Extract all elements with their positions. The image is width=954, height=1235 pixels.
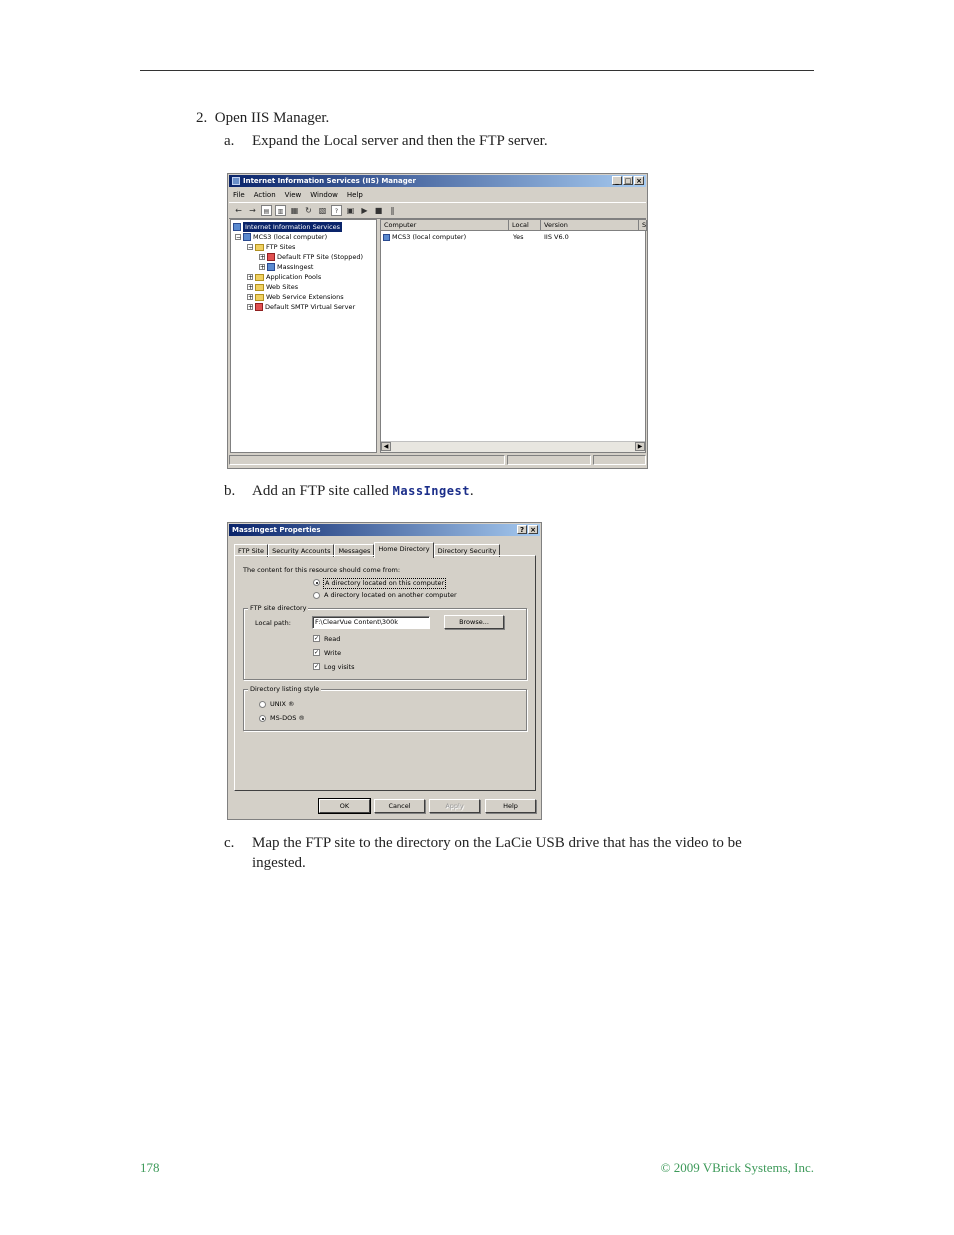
close-icon[interactable]: × bbox=[528, 525, 538, 534]
ftp-site-directory-group bbox=[243, 604, 527, 680]
pause-icon[interactable]: ‖ bbox=[390, 206, 395, 215]
tree-label: MCS3 (local computer) bbox=[253, 233, 328, 241]
home-directory-panel bbox=[234, 555, 536, 791]
iis-toolbar bbox=[229, 202, 646, 219]
forward-arrow-icon[interactable]: → bbox=[249, 206, 256, 215]
tree-label: Default SMTP Virtual Server bbox=[265, 303, 356, 311]
radio-unix[interactable] bbox=[259, 701, 266, 708]
up-level-icon[interactable]: ▤ bbox=[261, 205, 272, 216]
close-icon[interactable]: × bbox=[634, 176, 644, 185]
maximize-icon[interactable]: □ bbox=[624, 177, 632, 185]
tree-label: MassIngest bbox=[277, 263, 314, 271]
step-b-text bbox=[252, 481, 474, 501]
expand-icon[interactable]: + bbox=[260, 254, 266, 261]
ftp-site-directory-title: FTP site directory bbox=[250, 604, 307, 612]
menu-file[interactable]: File bbox=[233, 190, 245, 199]
tree-item-web-service-extensions[interactable] bbox=[247, 292, 344, 302]
cell-computer: MCS3 (local computer) bbox=[392, 233, 467, 241]
step-a-marker: a. bbox=[224, 133, 235, 149]
tab-security-accounts[interactable]: Security Accounts bbox=[268, 544, 334, 557]
tree-item-massingest[interactable] bbox=[259, 262, 313, 272]
folder-icon bbox=[255, 294, 264, 301]
radio-this-computer[interactable] bbox=[313, 579, 320, 586]
radio-msdos[interactable] bbox=[259, 715, 266, 722]
stopped-site-icon bbox=[267, 253, 275, 261]
folder-icon bbox=[255, 284, 264, 291]
menu-window[interactable]: Window bbox=[310, 190, 338, 199]
refresh-icon[interactable]: ↻ bbox=[305, 206, 312, 215]
folder-icon bbox=[255, 274, 264, 281]
step-b-marker: b. bbox=[224, 483, 236, 499]
list-pane[interactable] bbox=[380, 219, 646, 453]
computer-node-icon bbox=[243, 233, 251, 241]
log-visits-checkbox[interactable]: ✓ bbox=[314, 663, 320, 670]
iis-window-title: Internet Information Services (IIS) Manager bbox=[243, 177, 416, 185]
browse-button[interactable]: Browse... bbox=[444, 615, 504, 629]
column-header-computer[interactable]: Computer bbox=[381, 220, 509, 231]
massingest-properties-dialog bbox=[227, 522, 542, 820]
expand-icon[interactable]: + bbox=[248, 304, 254, 311]
tree-item-iis-root[interactable] bbox=[233, 222, 342, 232]
dialog-titlebar[interactable] bbox=[229, 524, 540, 536]
stop-icon[interactable]: ■ bbox=[374, 206, 383, 215]
show-tree-icon[interactable]: ▥ bbox=[275, 205, 286, 216]
dialog-title: MassIngest Properties bbox=[232, 526, 321, 534]
tree-label: Application Pools bbox=[266, 273, 322, 281]
tree-label: FTP Sites bbox=[266, 243, 296, 251]
status-pane-1 bbox=[229, 455, 505, 465]
expand-icon[interactable]: + bbox=[248, 294, 254, 301]
ok-button[interactable]: OK bbox=[319, 799, 370, 813]
column-header-version[interactable]: Version bbox=[541, 220, 639, 231]
step-c-line-2: ingested. bbox=[252, 855, 306, 871]
tree-label: Web Sites bbox=[266, 283, 299, 291]
help-button[interactable]: Help bbox=[485, 799, 536, 813]
expand-icon[interactable]: + bbox=[248, 274, 254, 281]
tree-item-web-sites[interactable] bbox=[247, 282, 298, 292]
copyright-notice: © 2009 VBrick Systems, Inc. bbox=[660, 1160, 814, 1175]
tab-ftp-site[interactable]: FTP Site bbox=[234, 544, 268, 557]
radio-msdos-label[interactable]: MS-DOS ® bbox=[270, 714, 305, 722]
back-arrow-icon[interactable]: ← bbox=[235, 206, 242, 215]
menu-help[interactable]: Help bbox=[346, 190, 363, 199]
directory-listing-style-group bbox=[243, 685, 527, 731]
tree-item-ftp-sites[interactable] bbox=[247, 242, 295, 252]
tree-item-application-pools[interactable] bbox=[247, 272, 321, 282]
computer-icon[interactable]: ▣ bbox=[346, 206, 355, 215]
local-path-label: Local path: bbox=[255, 619, 291, 627]
iis-menubar bbox=[229, 188, 646, 201]
iis-app-icon bbox=[232, 177, 240, 185]
status-pane-2 bbox=[507, 455, 591, 465]
directory-listing-style-title: Directory listing style bbox=[250, 685, 320, 693]
ftp-site-icon bbox=[267, 263, 275, 271]
step-2-text: 2. Open IIS Manager. bbox=[196, 110, 330, 126]
log-visits-checkbox-label[interactable]: Log visits bbox=[324, 663, 355, 671]
cell-local: Yes bbox=[513, 233, 524, 241]
step-b-prefix: Add an FTP site called bbox=[252, 483, 393, 499]
folder-icon bbox=[255, 244, 264, 251]
menu-action[interactable]: Action bbox=[253, 190, 276, 199]
local-path-input[interactable]: F:\ClearVue Content\300k bbox=[312, 616, 430, 629]
play-icon[interactable]: ▶ bbox=[361, 206, 368, 215]
tree-label: Web Service Extensions bbox=[266, 293, 344, 301]
cell-version: IIS V6.0 bbox=[544, 233, 569, 241]
step-a-text: Expand the Local server and then the FTP server. bbox=[252, 133, 548, 149]
read-checkbox[interactable]: ✓ bbox=[314, 635, 320, 642]
iis-statusbar bbox=[229, 455, 646, 467]
write-checkbox[interactable]: ✓ bbox=[314, 649, 320, 656]
header-rule bbox=[140, 70, 814, 71]
tree-item-default-ftp-site[interactable] bbox=[259, 252, 363, 262]
radio-other-computer[interactable] bbox=[313, 592, 320, 599]
column-header-local[interactable]: Local bbox=[509, 220, 541, 231]
step-c-marker: c. bbox=[224, 835, 235, 851]
tree-item-smtp-server[interactable] bbox=[247, 302, 355, 312]
tree-label: Internet Information Services bbox=[245, 223, 340, 231]
horizontal-scrollbar[interactable] bbox=[381, 441, 645, 452]
column-header-status[interactable]: S bbox=[639, 220, 647, 231]
help-icon[interactable]: ? bbox=[331, 205, 342, 216]
tree-pane[interactable] bbox=[230, 219, 377, 453]
cancel-button[interactable]: Cancel bbox=[374, 799, 425, 813]
read-checkbox-label[interactable]: Read bbox=[324, 635, 341, 643]
computer-icon bbox=[383, 234, 390, 241]
tab-home-directory[interactable]: Home Directory bbox=[374, 542, 433, 558]
tree-label: Default FTP Site (Stopped) bbox=[277, 253, 364, 261]
smtp-server-icon bbox=[255, 303, 263, 311]
help-question-icon[interactable]: ? bbox=[517, 525, 527, 534]
iis-node-icon bbox=[233, 223, 241, 231]
minimize-icon[interactable]: _ bbox=[612, 176, 622, 185]
collapse-icon[interactable]: − bbox=[248, 244, 254, 251]
content-source-label: The content for this resource should come from: bbox=[243, 566, 401, 574]
expand-icon[interactable]: + bbox=[260, 264, 266, 271]
radio-this-computer-label[interactable]: A directory located on this computer bbox=[325, 579, 445, 587]
scroll-left-icon[interactable]: ◀ bbox=[381, 442, 391, 451]
page-number: 178 bbox=[140, 1160, 160, 1175]
radio-other-computer-label[interactable]: A directory located on another computer bbox=[324, 591, 457, 599]
tab-directory-security[interactable]: Directory Security bbox=[434, 544, 501, 557]
step-c-line-1: Map the FTP site to the directory on the LaCie USB drive that has the video to be bbox=[252, 835, 742, 851]
menu-view[interactable]: View bbox=[284, 190, 302, 199]
export-list-icon[interactable]: ▧ bbox=[318, 206, 327, 215]
write-checkbox-label[interactable]: Write bbox=[324, 649, 342, 657]
iis-titlebar[interactable] bbox=[229, 175, 646, 187]
apply-button[interactable]: Apply bbox=[429, 799, 480, 813]
radio-unix-label[interactable]: UNIX ® bbox=[270, 700, 295, 708]
step-b-suffix: . bbox=[469, 483, 474, 499]
tab-messages[interactable]: Messages bbox=[334, 544, 374, 557]
tree-item-local-computer[interactable] bbox=[235, 232, 327, 242]
iis-manager-window bbox=[227, 173, 648, 469]
list-row-computer[interactable] bbox=[383, 232, 466, 242]
status-pane-3 bbox=[593, 455, 646, 465]
scroll-right-icon[interactable]: ▶ bbox=[635, 442, 645, 451]
collapse-icon[interactable]: − bbox=[236, 234, 242, 241]
site-name-code: MassIngest bbox=[392, 484, 470, 498]
expand-icon[interactable]: + bbox=[248, 284, 254, 291]
properties-icon[interactable]: ▦ bbox=[290, 206, 299, 215]
